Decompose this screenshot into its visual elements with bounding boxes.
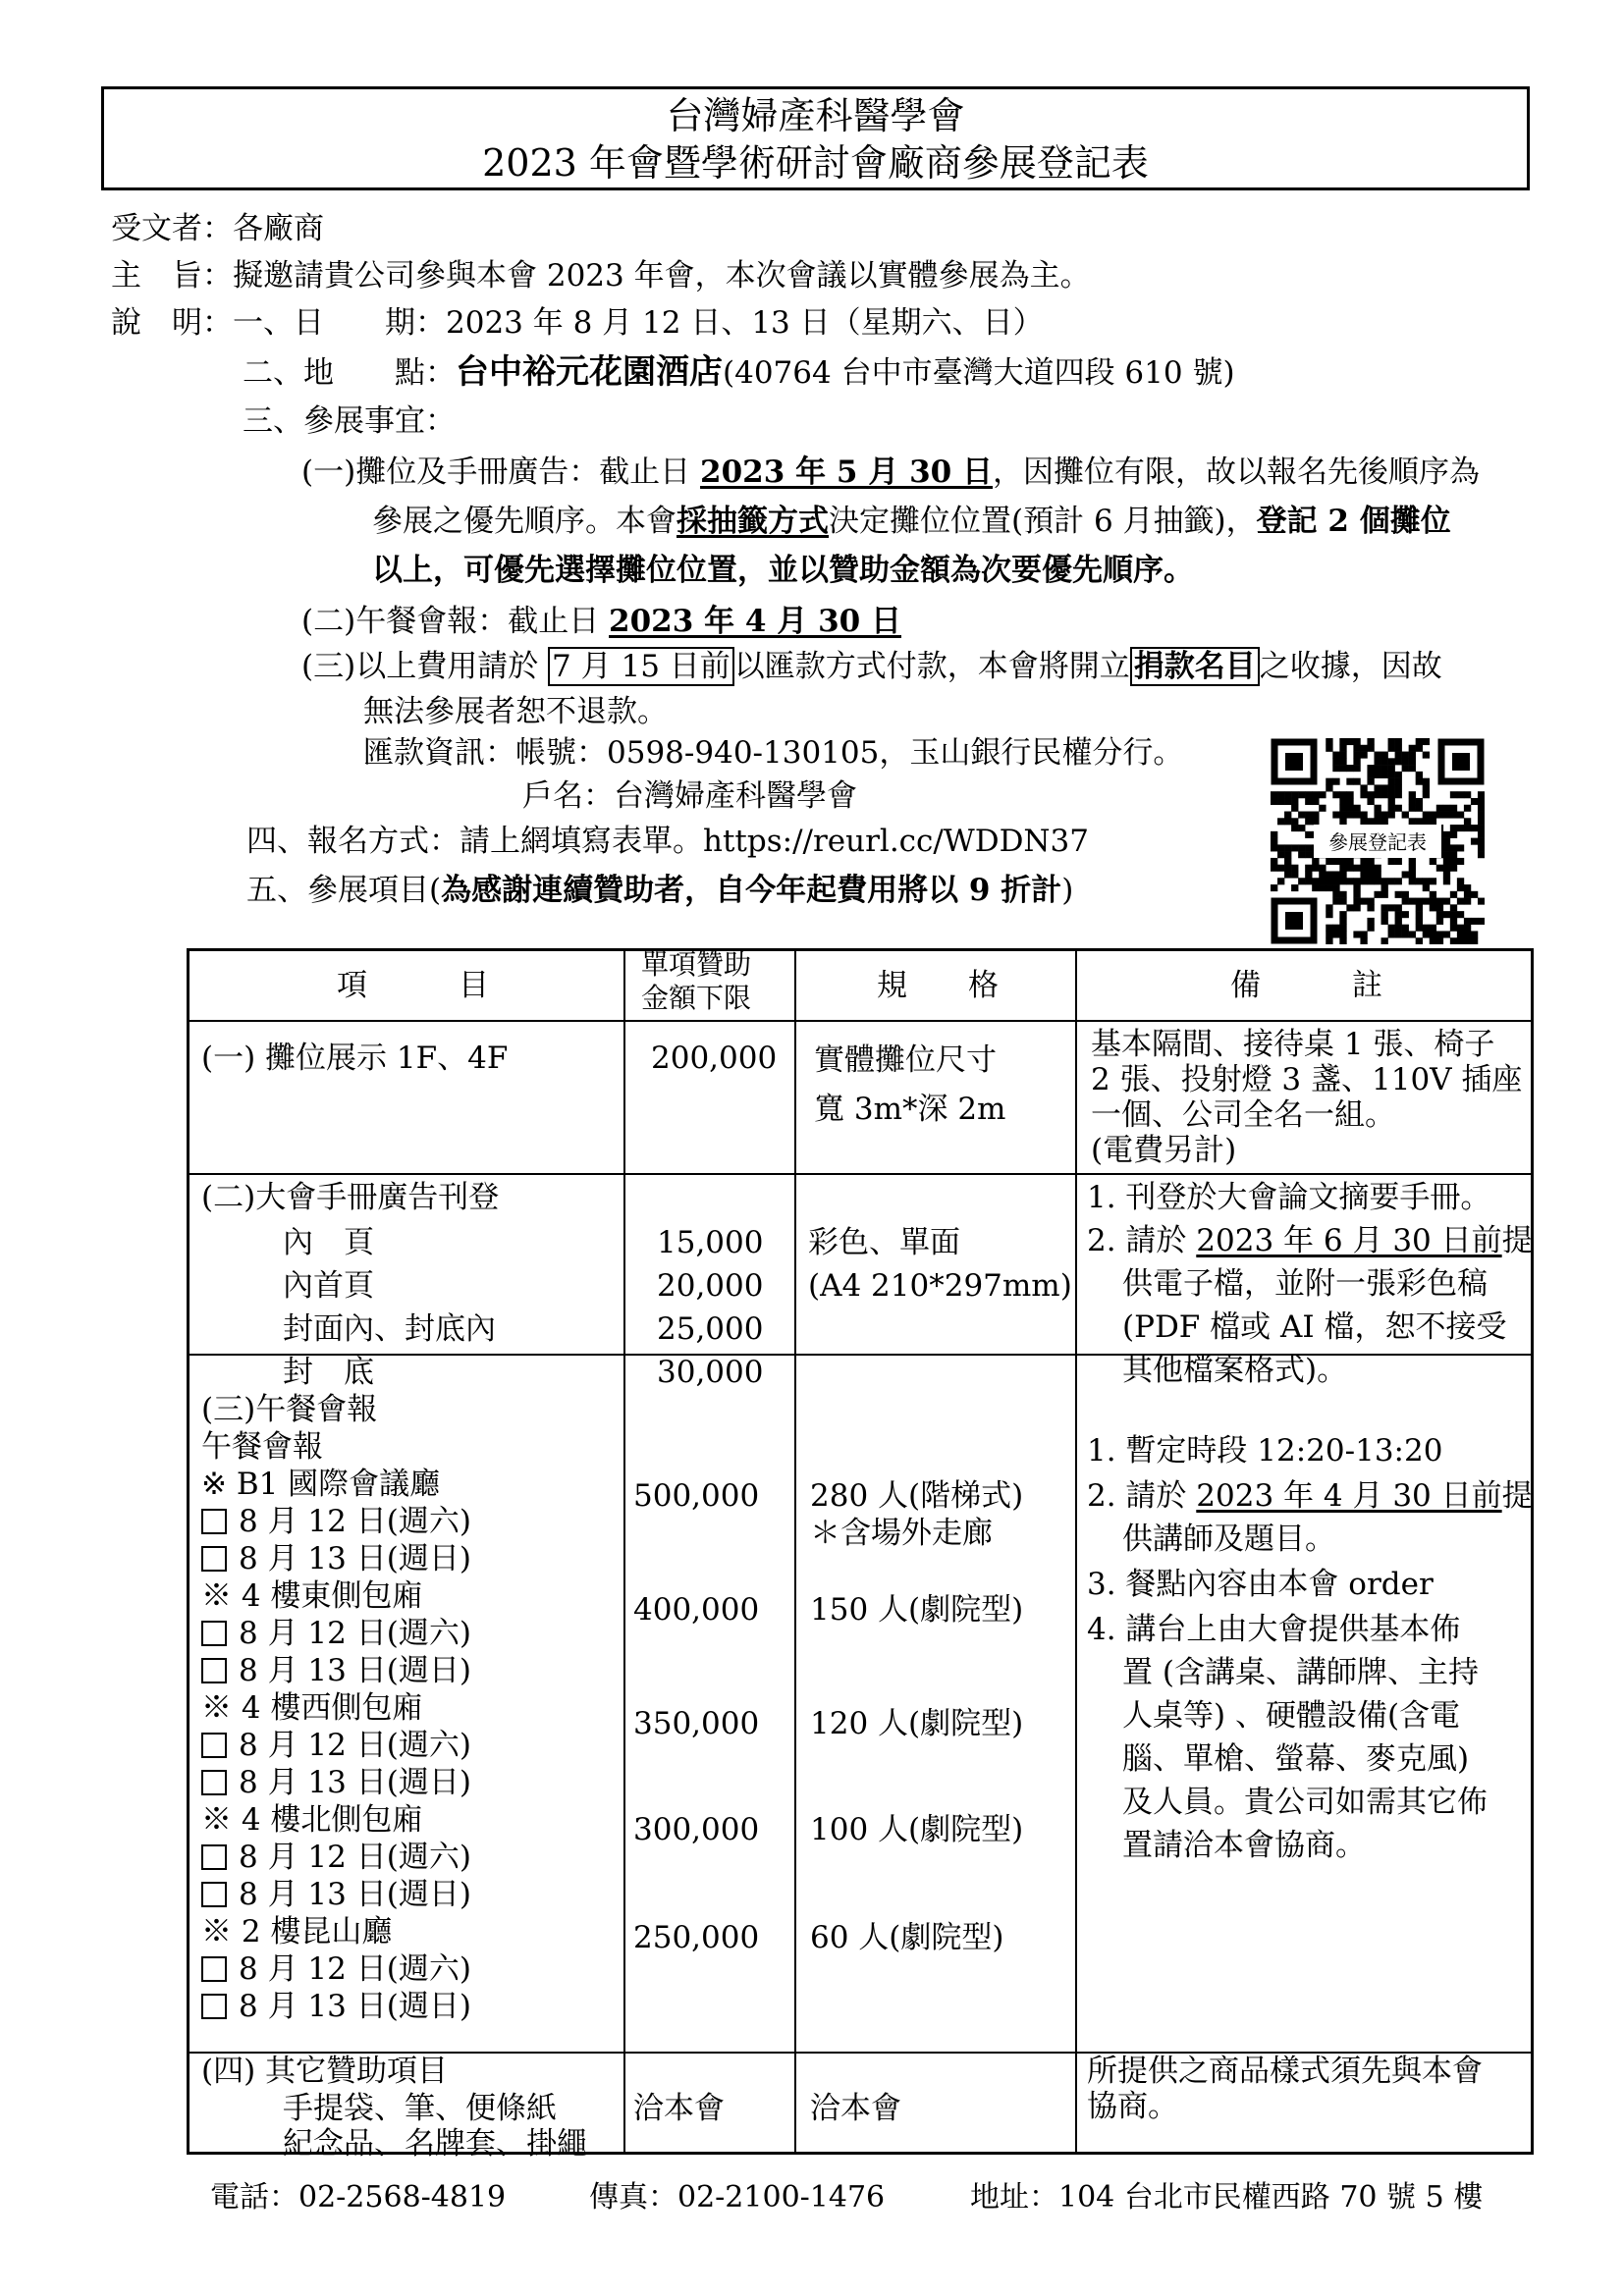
description-line-exhibit: 三、參展事宜： [243,403,456,439]
lunch-note-3: 供講師及題目。 [1122,1522,1335,1557]
booth-note-4: (電費另計) [1091,1133,1237,1168]
ads-row-amount: 20,000 [657,1268,764,1304]
ads-title: (二)大會手冊廣告刊登 [201,1180,500,1215]
booth-deadline-line: (一)攤位及手冊廣告：截止日 2023 年 5 月 30 日，因攤位有限，故以報名先後順序為 [301,454,1480,490]
venue-name: 台中裕元花園酒店 [456,352,723,392]
checkbox[interactable] [201,1882,227,1907]
venue-b1-day2[interactable]: 8 月 13 日(週日) [201,1540,471,1577]
remittance-account: 匯款資訊：帳號：0598-940-130105，玉山銀行民權分行。 [363,735,1184,771]
payment-line: (三)以上費用請於 7 月 15 日前 以匯款方式付款，本會將開立 捐款名目 之收據，因故 [301,649,1442,684]
header-spec: 規 格 [877,968,999,1003]
checkbox[interactable] [201,1509,227,1534]
lunch-note-7: 人桌等) 、硬體設備(含電 [1122,1698,1461,1734]
lunch-title: (三)午餐會報 [201,1392,378,1427]
venue-4f-east-day2[interactable]: 8 月 13 日(週日) [201,1652,471,1689]
ads-note-4: (PDF 檔或 AI 檔，恕不接受 [1122,1309,1507,1345]
ads-row-label: 內 頁 [283,1225,374,1260]
venue-4f-west-day1[interactable]: 8 月 12 日(週六) [201,1727,471,1764]
lunch-note-9: 及人員。貴公司如需其它佈 [1122,1785,1488,1820]
subject-line: 主 旨：擬邀請貴公司參與本會 2023 年會，本次會議以實體參展為主。 [111,258,1091,294]
booth-note-2: 2 張、投射燈 3 盞、110V 插座 [1091,1062,1523,1097]
venue-4f-west-day2[interactable]: 8 月 13 日(週日) [201,1764,471,1801]
venue-capacity: 120 人(劇院型) [810,1706,1024,1741]
booth-note-3: 一個、公司全名一組。 [1091,1097,1395,1133]
venue-2f-kunshan-day1[interactable]: 8 月 12 日(週六) [201,1950,471,1988]
other-line-3: 紀念品、名牌套、掛繩 [283,2126,587,2162]
ads-note-1: 1. 刊登於大會論文摘要手冊。 [1087,1180,1491,1215]
description-line-venue: 二、地 點：台中裕元花園酒店(40764 台中市臺灣大道四段 610 號) [243,352,1235,392]
ads-note-3: 供電子檔，並附一張彩色稿 [1122,1266,1488,1302]
venue-amount: 400,000 [633,1592,760,1628]
venue-b1-day1[interactable]: 8 月 12 日(週六) [201,1503,471,1540]
recipient-line: 受文者：各廠商 [111,211,324,246]
qr-label: 參展登記表 [1328,830,1427,854]
ads-spec-2: (A4 210*297mm) [808,1268,1072,1304]
refund-line: 無法參展者恕不退款。 [363,694,668,729]
remittance-name: 戶名：台灣婦產科醫學會 [522,778,857,814]
booth-amount: 200,000 [651,1041,778,1076]
qr-code-icon [1271,738,1485,944]
ads-row-label: 內首頁 [283,1268,374,1304]
venue-capacity: 150 人(劇院型) [810,1592,1024,1628]
document-title: 台灣婦產科醫學會 [666,94,965,137]
description-line-date: 說 明：一、日 期：2023 年 8 月 12 日、13 日（星期六、日） [111,305,1044,341]
ads-spec-1: 彩色、單面 [808,1225,960,1260]
header-amount-2: 金額下限 [641,982,752,1014]
checkbox[interactable] [201,1621,227,1646]
venue-amount: 500,000 [633,1478,760,1514]
lunch-note-4: 3. 餐點內容由本會 order [1087,1567,1434,1602]
booth-order-line: 參展之優先順序。本會採抽籤方式決定攤位位置(預計 6 月抽籤)，登記 2 個攤位 [372,504,1451,539]
venue-amount: 350,000 [633,1706,760,1741]
ads-row-label: 封 底 [283,1355,374,1390]
checkbox[interactable] [201,1658,227,1683]
venue-capacity-note: ＊含場外走廊 [810,1516,993,1551]
lunch-note-1: 1. 暫定時段 12:20-13:20 [1087,1433,1443,1468]
header-amount-1: 單項贊助 [641,948,752,981]
footer-phone: 電話：02-2568-4819 [210,2180,507,2215]
venue-2f-kunshan: ※ 2 樓昆山廳 [201,1914,393,1949]
checkbox[interactable] [201,1844,227,1870]
booth-priority-line: 以上，可優先選擇攤位位置，並以贊助金額為次要優先順序。 [372,553,1194,588]
venue-capacity: 60 人(劇院型) [810,1920,1004,1955]
venue-4f-east-day1[interactable]: 8 月 12 日(週六) [201,1615,471,1652]
header-item: 項 目 [337,968,489,1003]
venue-b1: ※ B1 國際會議廳 [201,1467,441,1502]
booth-item: (一) 攤位展示 1F、4F [201,1041,509,1076]
exhibit-items-table [187,948,1534,2162]
footer-address: 地址：104 台北市民權西路 70 號 5 樓 [970,2180,1484,2215]
lunch-note-2: 2. 請於 2023 年 4 月 30 日前提 [1087,1478,1533,1514]
other-spec: 洽本會 [810,2091,901,2126]
checkbox[interactable] [201,1956,227,1982]
document-subtitle: 2023 年會暨學術研討會廠商參展登記表 [482,141,1149,185]
lunch-note-5: 4. 講台上由大會提供基本佈 [1087,1612,1461,1647]
venue-capacity: 280 人(階梯式) [810,1478,1024,1514]
lunch-subtitle: 午餐會報 [201,1429,323,1465]
lunch-note-10: 置請洽本會協商。 [1122,1828,1366,1863]
booth-note-1: 基本隔間、接待桌 1 張、椅子 [1091,1027,1495,1062]
ads-note-2: 2. 請於 2023 年 6 月 30 日前提 [1087,1223,1533,1258]
header-note: 備 註 [1230,968,1382,1003]
lunch-note-6: 置 (含講桌、講師牌、主持 [1122,1655,1479,1690]
checkbox[interactable] [201,1733,227,1758]
venue-amount: 300,000 [633,1812,760,1847]
venue-2f-kunshan-day2[interactable]: 8 月 13 日(週日) [201,1988,471,2025]
venue-4f-west: ※ 4 樓西側包廂 [201,1690,423,1726]
lunch-note-8: 腦、單槍、螢幕、麥克風) [1122,1741,1470,1777]
registration-line: 四、報名方式：請上網填寫表單。https://reurl.cc/WDDN37 [246,824,1089,859]
checkbox[interactable] [201,1546,227,1572]
other-note-1: 所提供之商品樣式須先與本會 [1087,2054,1483,2089]
venue-4f-north-day1[interactable]: 8 月 12 日(週六) [201,1839,471,1876]
footer-fax: 傳真：02-2100-1476 [589,2180,886,2215]
checkbox[interactable] [201,1770,227,1795]
venue-amount: 250,000 [633,1920,760,1955]
booth-spec-1: 實體攤位尺寸 [814,1042,997,1078]
other-amount: 洽本會 [633,2091,725,2126]
venue-capacity: 100 人(劇院型) [810,1812,1024,1847]
lunch-deadline-line: (二)午餐會報：截止日 2023 年 4 月 30 日 [301,604,901,639]
venue-4f-east: ※ 4 樓東側包廂 [201,1578,423,1614]
ads-row-amount: 25,000 [657,1311,764,1347]
other-note-2: 協商。 [1087,2089,1178,2124]
ads-row-label: 封面內、封底內 [283,1311,496,1347]
venue-4f-north-day2[interactable]: 8 月 13 日(週日) [201,1876,471,1913]
checkbox[interactable] [201,1994,227,2019]
venue-4f-north: ※ 4 樓北側包廂 [201,1802,423,1838]
other-title: (四) 其它贊助項目 [201,2054,449,2089]
other-line-2: 手提袋、筆、便條紙 [283,2091,557,2126]
ads-row-amount: 15,000 [657,1225,764,1260]
exhibit-items-line: 五、參展項目(為感謝連續贊助者，自今年起費用將以 9 折計) [246,873,1074,908]
booth-spec-2: 寬 3m*深 2m [814,1092,1006,1127]
ads-note-5: 其他檔案格式)。 [1122,1353,1348,1388]
ads-row-amount: 30,000 [657,1355,764,1390]
registration-qr-code[interactable] [1271,738,1485,944]
title-box [101,86,1530,190]
